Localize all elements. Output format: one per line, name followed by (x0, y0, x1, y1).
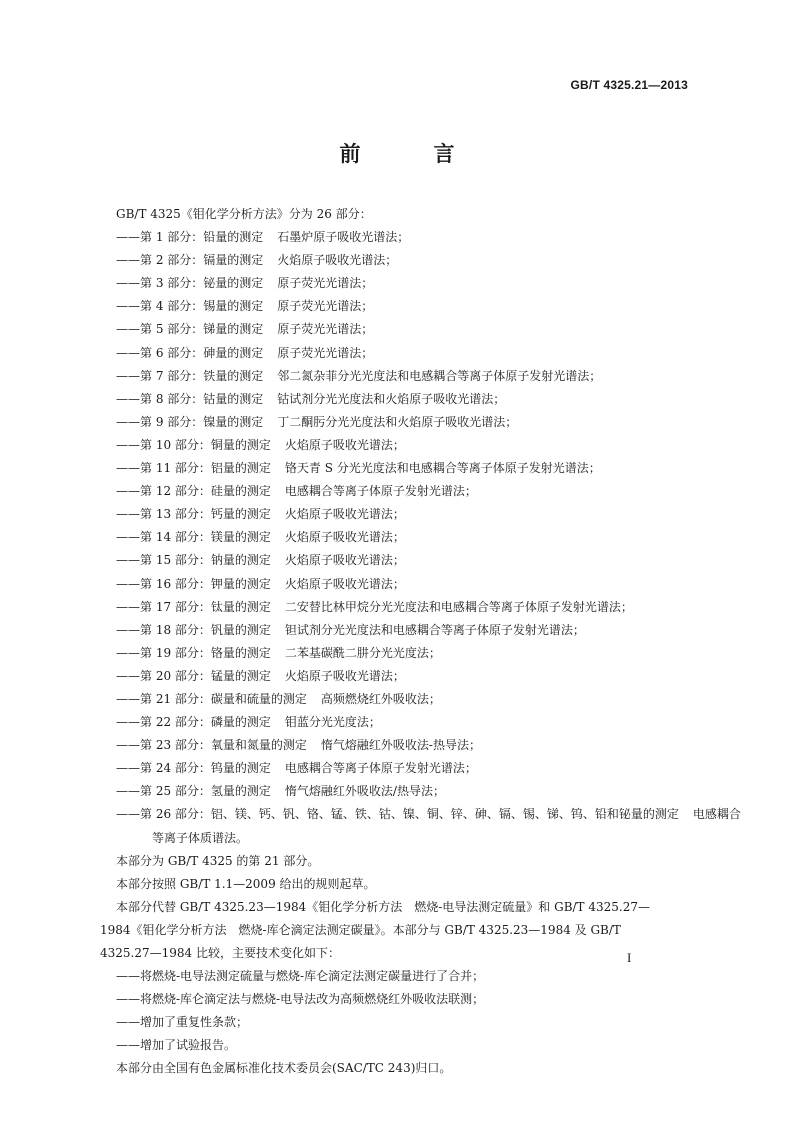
paragraph-governing-body: 本部分由全国有色金属标准化技术委员会(SAC/TC 243)归口。 (116, 1061, 452, 1076)
part-label: ——第 20 部分：锰量的测定 (116, 668, 271, 683)
change-item: ——将燃烧-库仑滴定法与燃烧-电导法改为高频燃烧红外吸收法联测； (116, 992, 485, 1007)
part-method: 电感耦合等离子体原子发射光谱法； (284, 484, 477, 499)
intro-line: GB/T 4325《钼化学分析方法》分为 26 部分： (116, 207, 372, 221)
part-label: ——第 13 部分：钙量的测定 (116, 507, 271, 522)
part-label: ——第 21 部分：碳量和硫量的测定 (116, 691, 307, 706)
part-method: 电感耦合等离子体原子发射光谱法； (284, 761, 477, 776)
part-method: 丁二酮肟分光光度法和火焰原子吸收光谱法； (277, 414, 518, 429)
part-label: ——第 19 部分：铬量的测定 (116, 645, 271, 660)
part-list-item (116, 318, 686, 341)
part-list-item (116, 249, 686, 272)
part-method: 惰气熔融红外吸收法-热导法； (320, 738, 481, 753)
part-list-item (116, 549, 686, 572)
part-method: 火焰原子吸收光谱法； (284, 507, 405, 522)
part-list-item (116, 388, 686, 411)
part-list-item (116, 803, 741, 826)
paragraph-replaces-line-2: 1984《钼化学分析方法 燃烧-库仑滴定法测定碳量》。本部分与 GB/T 4325.23—1984 及 GB/T (100, 922, 621, 937)
part-label: ——第 16 部分：钾量的测定 (116, 576, 271, 591)
part-method: 原子荧光光谱法； (277, 276, 374, 291)
paragraph-drafting-rules: 本部分按照 GB/T 1.1—2009 给出的规则起草。 (116, 876, 376, 891)
part-list-item (116, 503, 686, 526)
part-list-item (116, 272, 686, 295)
part-list-item (116, 757, 686, 780)
part-label: ——第 26 部分：铝、镁、钙、钒、铬、锰、铁、钴、镍、铜、锌、砷、镉、锡、锑、钨、铅和铋量的测定 (116, 807, 679, 822)
part-label: ——第 23 部分：氧量和氮量的测定 (116, 738, 307, 753)
part-list-item (116, 434, 686, 457)
part-method: 电感耦合 (692, 807, 741, 822)
part-method: 火焰原子吸收光谱法； (284, 668, 405, 683)
part-method: 原子荧光光谱法； (277, 345, 374, 360)
part-label: ——第 1 部分：铅量的测定 (116, 230, 264, 245)
part-method: 二安替比林甲烷分光光度法和电感耦合等离子体原子发射光谱法； (284, 599, 633, 614)
part-label: ——第 6 部分：砷量的测定 (116, 345, 264, 360)
part-label: ——第 7 部分：铁量的测定 (116, 368, 264, 383)
part-label: ——第 10 部分：铜量的测定 (116, 437, 271, 452)
standard-code: GB/T 4325.21—2013 (570, 78, 688, 92)
part-label: ——第 11 部分：铝量的测定 (116, 461, 271, 476)
part-method: 火焰原子吸收光谱法； (284, 553, 405, 568)
part-method: 火焰原子吸收光谱法； (284, 530, 405, 545)
part-method: 原子荧光光谱法； (277, 322, 374, 337)
parts-list (116, 226, 741, 826)
part-list-item (116, 688, 686, 711)
part-list-item (116, 780, 686, 803)
part-label: ——第 9 部分：镍量的测定 (116, 414, 264, 429)
part-list-item (116, 711, 686, 734)
part-method: 火焰原子吸收光谱法； (277, 253, 398, 268)
part-method: 铬天青 S 分光光度法和电感耦合等离子体原子发射光谱法； (284, 461, 601, 476)
change-item: ——增加了试验报告。 (116, 1038, 237, 1053)
part-label: ——第 15 部分：钠量的测定 (116, 553, 271, 568)
part-label: ——第 12 部分：硅量的测定 (116, 484, 271, 499)
paragraph-replaces-line-3: 4325.27—1984 比较，主要技术变化如下： (100, 946, 340, 960)
part-method: 高频燃烧红外吸收法； (320, 691, 441, 706)
paragraph-replaces-line-1: 本部分代替 GB/T 4325.23—1984《钼化学分析方法 燃烧-电导法测定硫量》和 GB/T 4325.27— (116, 899, 651, 914)
part-label: ——第 8 部分：钴量的测定 (116, 391, 264, 406)
part-method: 钽试剂分光光度法和电感耦合等离子体原子发射光谱法； (284, 622, 585, 637)
part-method: 惰气熔融红外吸收法/热导法； (284, 784, 445, 799)
part-list-item (116, 573, 686, 596)
part-list-item (116, 619, 686, 642)
part26-continuation: 等离子体质谱法。 (152, 830, 249, 845)
part-list-item (116, 457, 686, 480)
change-item: ——增加了重复性条款； (116, 1015, 249, 1030)
part-method: 二苯基碳酰二肼分光光度法； (284, 645, 441, 660)
part-label: ——第 5 部分：锑量的测定 (116, 322, 264, 337)
part-label: ——第 18 部分：钒量的测定 (116, 622, 271, 637)
part-label: ——第 17 部分：钛量的测定 (116, 599, 271, 614)
part-method: 石墨炉原子吸收光谱法； (277, 230, 410, 245)
part-label: ——第 25 部分：氢量的测定 (116, 784, 271, 799)
part-list-item (116, 342, 686, 365)
part-label: ——第 3 部分：铋量的测定 (116, 276, 264, 291)
part-list-item (116, 734, 686, 757)
part-list-item (116, 596, 686, 619)
document-body (100, 203, 741, 1081)
part-label: ——第 24 部分：钨量的测定 (116, 761, 271, 776)
part-list-item (116, 411, 686, 434)
part-label: ——第 4 部分：锡量的测定 (116, 299, 264, 314)
part-method: 原子荧光光谱法； (277, 299, 374, 314)
part-method: 钼蓝分光光度法； (284, 715, 381, 730)
part-list-item (116, 295, 686, 318)
part-method: 火焰原子吸收光谱法； (284, 576, 405, 591)
part-label: ——第 2 部分：镉量的测定 (116, 253, 264, 268)
part-label: ——第 14 部分：镁量的测定 (116, 530, 271, 545)
part-list-item (116, 665, 686, 688)
change-item: ——将燃烧-电导法测定硫量与燃烧-库仑滴定法测定碳量进行了合并； (116, 969, 485, 984)
page-title: 前 言 (339, 142, 481, 166)
part-list-item (116, 480, 686, 503)
part-list-item (116, 642, 686, 665)
part-label: ——第 22 部分：磷量的测定 (116, 715, 271, 730)
part-list-item (116, 226, 686, 249)
part-method: 钴试剂分光光度法和火焰原子吸收光谱法； (277, 391, 506, 406)
paragraph-part-number: 本部分为 GB/T 4325 的第 21 部分。 (116, 853, 320, 868)
part-method: 邻二氮杂菲分光光度法和电感耦合等离子体原子发射光谱法； (277, 368, 602, 383)
part-method: 火焰原子吸收光谱法； (284, 437, 405, 452)
part-list-item (116, 365, 686, 388)
part-list-item (116, 526, 686, 549)
page-number: I (627, 950, 632, 965)
